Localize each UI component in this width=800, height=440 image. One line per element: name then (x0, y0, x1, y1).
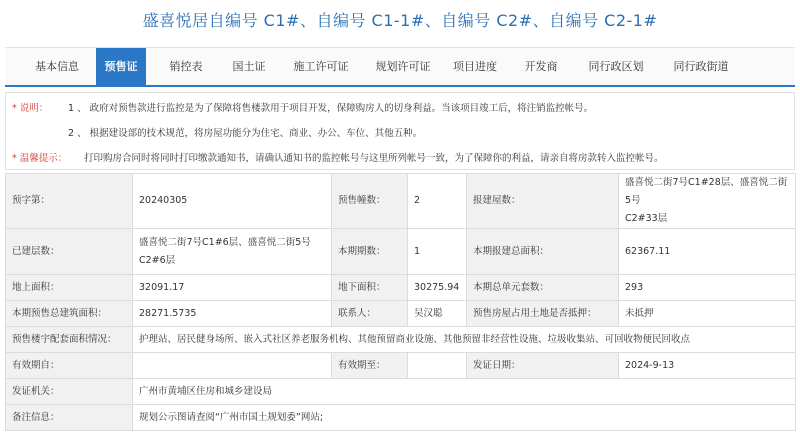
reported-floors-value (619, 174, 796, 229)
table-row (6, 379, 796, 405)
remarks-value: 规划公示图请查阅“广州市国土规划委”网站; (133, 405, 796, 431)
notice-item-1: 1 、 政府对预售款进行监控是为了保障将售楼款用于项目开发，保障购房人的切身利益。当该项目竣工后，将注销监控帐号。 (68, 103, 594, 114)
notice-item-2: 2 、 根据建设部的技术规范，将房屋功能分为住宅、商业、办公、车位、其他五种。 (68, 128, 423, 139)
tab-presale-permit[interactable]: 预售证 (96, 48, 146, 86)
field-label: 联系人： (332, 301, 408, 327)
table-row (6, 405, 796, 431)
field-label: 本期总单元套数： (467, 275, 619, 301)
tab-sales-control[interactable]: 销控表 (169, 60, 203, 73)
built-floors-value (133, 229, 332, 275)
tab-project-progress[interactable]: 项目进度 (453, 60, 497, 73)
field-label: 地下面积： (332, 275, 408, 301)
total-area-value: 62367.11 (619, 229, 796, 275)
table-row (6, 229, 796, 275)
table-row (6, 301, 796, 327)
tab-land-certificate[interactable]: 国土证 (232, 60, 266, 73)
field-label: 有效期自： (6, 353, 133, 379)
table-row (6, 327, 796, 353)
field-label: 发证机关： (6, 379, 133, 405)
notice-label: * 说明： (12, 103, 49, 114)
presale-number-value: 20240305 (133, 174, 332, 229)
field-label: 发证日期： (467, 353, 619, 379)
value-line: C2#6层 (139, 254, 176, 266)
field-label: 本期报建总面积： (467, 229, 619, 275)
presale-area-value: 28271.5735 (133, 301, 332, 327)
field-label: 地上面积： (6, 275, 133, 301)
contact-value: 吴汉聪 (408, 301, 467, 327)
field-label: 预售房屋占用土地是否抵押： (467, 301, 619, 327)
above-ground-area-value: 32091.17 (133, 275, 332, 301)
tab-developer[interactable]: 开发商 (524, 60, 558, 73)
tab-same-district[interactable]: 同行政区划 (588, 60, 644, 73)
valid-to-value (408, 353, 467, 379)
field-label: 预字第： (6, 174, 133, 229)
issue-date-value: 2024-9-13 (619, 353, 796, 379)
field-label: 本期期数： (332, 229, 408, 275)
notice-panel (5, 92, 795, 170)
tab-bar (5, 47, 795, 87)
value-line: 盛喜悦二街7号C1#28层、盛喜悦二街5号 (625, 177, 788, 206)
tab-planning-permit[interactable]: 规划许可证 (375, 60, 431, 73)
field-label: 已建层数： (6, 229, 133, 275)
tab-same-street[interactable]: 同行政街道 (673, 60, 729, 73)
table-row (6, 353, 796, 379)
tip-label: * 温馨提示： (12, 153, 68, 164)
building-count-value: 2 (408, 174, 467, 229)
presale-info-table (5, 173, 796, 431)
field-label: 有效期至： (332, 353, 408, 379)
tab-basic-info[interactable]: 基本信息 (35, 60, 79, 73)
value-line: C2#33层 (625, 213, 668, 224)
field-label: 本期预售总建筑面积： (6, 301, 133, 327)
tip-text: 打印购房合同时将同时打印缴款通知书，请确认通知书的监控帐号与这里所列帐号一致，为了保障你的利益，请亲自将房款转入监控帐号。 (84, 153, 664, 164)
phase-value: 1 (408, 229, 467, 275)
underground-area-value: 30275.94 (408, 275, 467, 301)
tab-construction-permit[interactable]: 施工许可证 (293, 60, 349, 73)
table-row (6, 275, 796, 301)
field-label: 报建屋数： (467, 174, 619, 229)
table-row (6, 174, 796, 229)
facilities-value: 护理站、居民健身场所、嵌入式社区养老服务机构、其他预留商业设施、其他预留非经营性设施、垃圾收集站、可回收物便民回收点 (133, 327, 796, 353)
issuing-authority-value: 广州市黄埔区住房和城乡建设局 (133, 379, 796, 405)
page-title: 盛喜悦居自编号 C1#、自编号 C1-1#、自编号 C2#、自编号 C2-1# (142, 11, 658, 30)
mortgage-status-value: 未抵押 (619, 301, 796, 327)
unit-count-value: 293 (619, 275, 796, 301)
field-label: 预售幢数： (332, 174, 408, 229)
valid-from-value (133, 353, 332, 379)
value-line: 盛喜悦二街7号C1#6层、盛喜悦二街5号 (139, 236, 311, 248)
field-label: 备注信息： (6, 405, 133, 431)
field-label: 预售楼宇配套面积情况： (6, 327, 133, 353)
